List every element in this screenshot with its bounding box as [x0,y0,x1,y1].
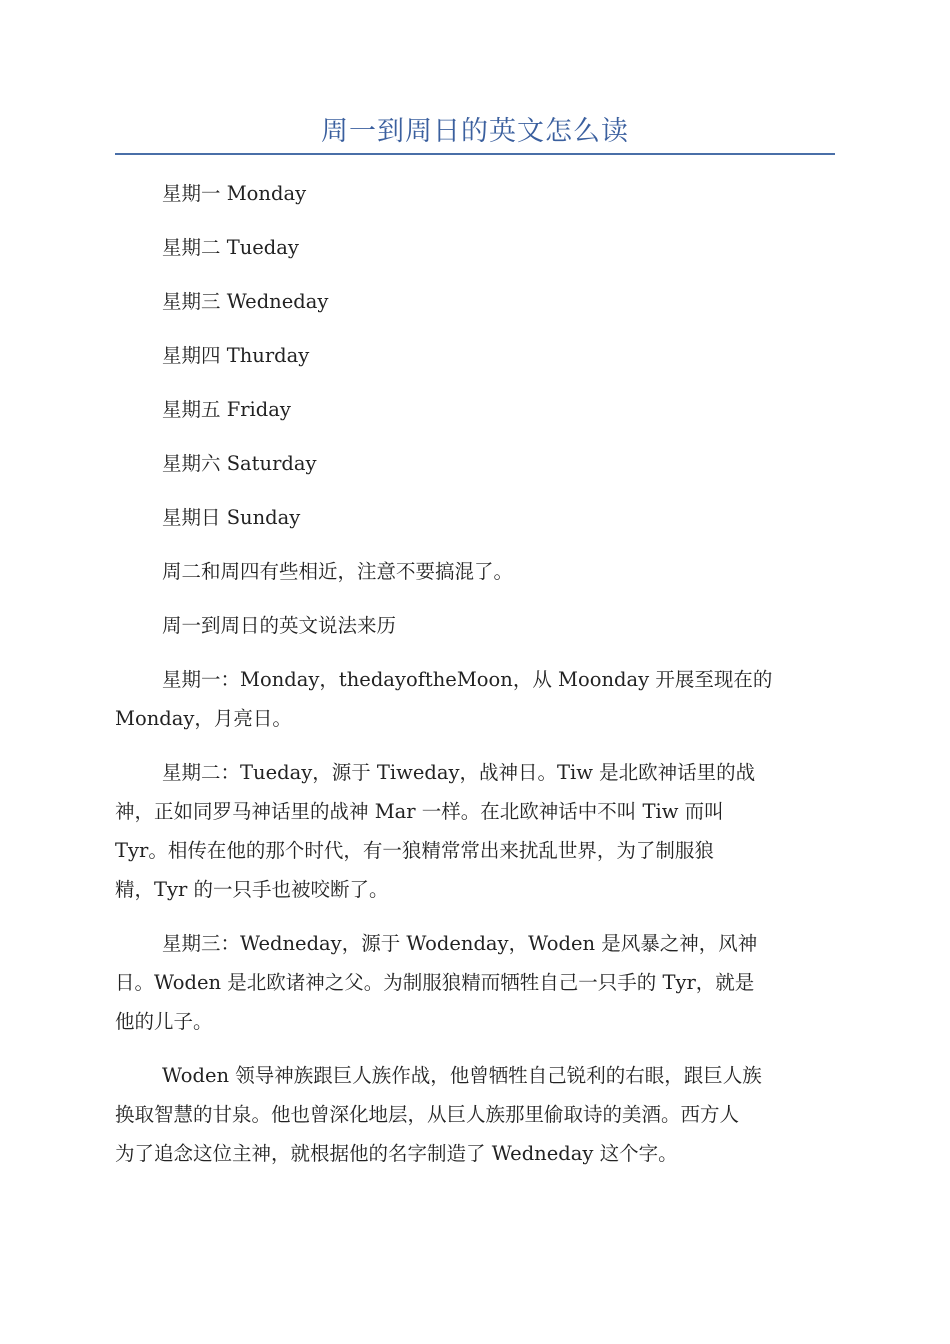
day-line-sunday: 星期日 Sunday [162,506,301,529]
day-line-tuesday: 星期二 Tueday [162,236,299,259]
day-line-thursday: 星期四 Thurday [162,344,310,367]
paragraph-line: 日。Woden 是北欧诸神之父。为制服狼精而牺牲自己一只手的 Tyr，就是 [115,971,755,994]
paragraph-line: 为了追念这位主神，就根据他的名字制造了 Wedneday 这个字。 [115,1142,678,1165]
paragraph-monday [115,660,835,738]
paragraph-line: 星期一：Monday，thedayoftheMoon，从 Moonday 开展至现在的 [162,668,773,691]
document-body [115,174,835,1188]
paragraph-line: 神，正如同罗马神话里的战神 Mar 一样。在北欧神话中不叫 Tiw 而叫 [115,800,724,823]
paragraph-line: Tyr。相传在他的那个时代，有一狼精常常出来扰乱世界，为了制服狼 [115,839,714,862]
document-title: 周一到周日的英文怎么读 [321,116,629,147]
note-line: 周二和周四有些相近，注意不要搞混了。 [162,560,514,583]
paragraph-woden [115,1056,835,1173]
day-line-monday: 星期一 Monday [162,182,307,205]
title-underline [115,153,835,155]
paragraph-line: Woden 领导神族跟巨人族作战，他曾牺牲自己锐利的右眼，跟巨人族 [162,1064,762,1087]
day-line-saturday: 星期六 Saturday [162,452,317,475]
paragraph-line: 星期三：Wedneday，源于 Wodenday，Woden 是风暴之神，风神 [162,932,758,955]
section-heading: 周一到周日的英文说法来历 [162,614,397,637]
paragraph-tuesday [115,753,835,909]
paragraph-wednesday [115,924,835,1041]
paragraph-line: 他的儿子。 [115,1010,213,1033]
day-line-wednesday: 星期三 Wedneday [162,290,329,313]
day-line-friday: 星期五 Friday [162,398,291,421]
paragraph-line: Monday，月亮日。 [115,707,292,730]
paragraph-line: 精，Tyr 的一只手也被咬断了。 [115,878,389,901]
paragraph-line: 星期二：Tueday，源于 Tiweday，战神日。Tiw 是北欧神话里的战 [162,761,756,784]
paragraph-line: 换取智慧的甘泉。他也曾深化地层，从巨人族那里偷取诗的美酒。西方人 [115,1103,740,1126]
